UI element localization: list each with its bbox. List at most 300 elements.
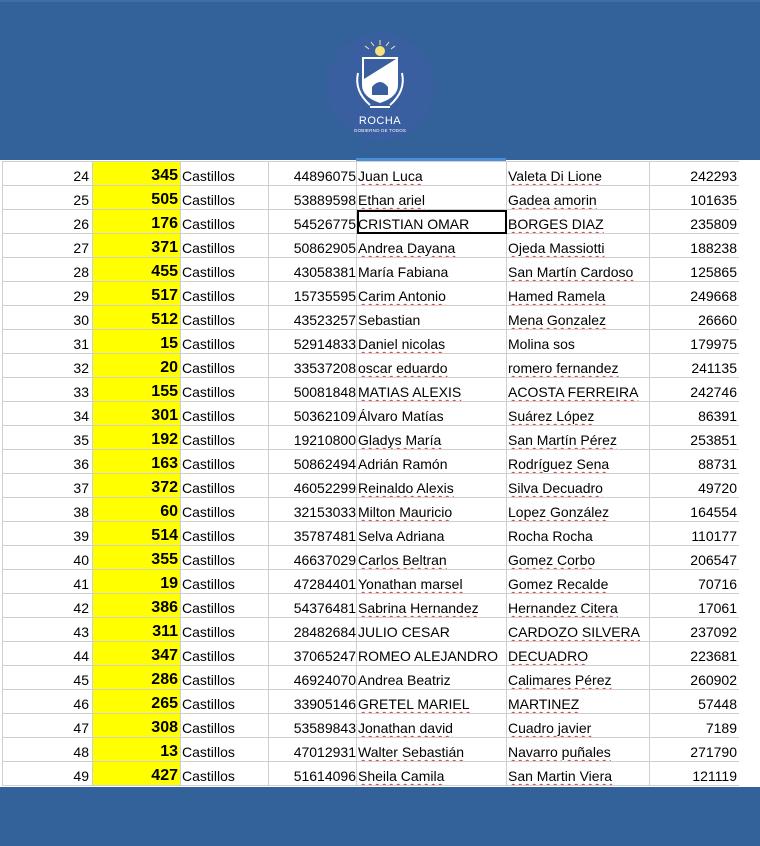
code-cell-text: 101635 [690,192,737,208]
city-cell-text: Castillos [182,192,235,208]
document-number-cell-text: 47284401 [293,576,356,592]
row-index-cell[interactable] [3,330,93,354]
code-cell-text: 88731 [698,456,737,472]
last-name-cell[interactable] [507,474,650,498]
highlighted-number-cell-text: 286 [151,671,178,688]
city-cell-text: Castillos [182,168,235,184]
first-name-cell-text: Adrián Ramón [358,456,448,472]
highlighted-number-cell-text: 345 [151,167,178,184]
city-cell[interactable] [181,714,269,738]
highlighted-number-cell[interactable] [93,522,181,546]
row-index-cell[interactable] [3,234,93,258]
code-cell[interactable] [650,618,740,642]
rocha-logo [326,33,434,141]
table-row [3,162,740,186]
row-index-cell[interactable] [3,378,93,402]
city-cell[interactable] [181,474,269,498]
first-name-cell[interactable] [357,282,507,306]
document-number-cell[interactable] [269,426,357,450]
last-name-cell[interactable] [507,666,650,690]
first-name-cell[interactable] [357,162,507,186]
row-index-cell-text: 37 [73,480,89,496]
code-cell[interactable] [650,498,740,522]
first-name-cell-text: Sebastian [358,312,421,328]
last-name-cell-text: Mena Gonzalez [508,312,607,328]
city-cell[interactable] [181,594,269,618]
first-name-cell-text: Ethan ariel [358,192,425,208]
code-cell[interactable] [650,282,740,306]
document-number-cell-text: 37065247 [293,648,356,664]
code-cell-text: 237092 [690,624,737,640]
last-name-cell-text: San Martin Viera [508,768,613,784]
last-name-cell[interactable] [507,330,650,354]
code-cell-text: 271790 [690,744,737,760]
code-cell-text: 121119 [692,768,737,784]
document-number-cell[interactable] [269,570,357,594]
first-name-cell[interactable] [357,258,507,282]
last-name-cell-text: Calimares Pérez [508,672,612,688]
highlighted-number-cell[interactable] [93,426,181,450]
table-row [3,210,740,234]
document-number-cell[interactable] [269,738,357,762]
city-cell-text: Castillos [182,216,235,232]
city-cell[interactable] [181,186,269,210]
document-number-cell[interactable] [269,498,357,522]
first-name-cell-text: Sheila Camila [358,768,445,784]
last-name-cell[interactable] [507,402,650,426]
code-cell[interactable] [650,258,740,282]
city-cell[interactable] [181,546,269,570]
last-name-cell[interactable] [507,186,650,210]
first-name-cell[interactable] [357,378,507,402]
highlighted-number-cell-text: 155 [151,383,178,400]
last-name-cell[interactable] [507,258,650,282]
document-number-cell[interactable] [269,186,357,210]
code-cell-text: 249668 [690,288,737,304]
document-number-cell[interactable] [269,282,357,306]
code-cell[interactable] [650,186,740,210]
highlighted-number-cell[interactable] [93,282,181,306]
row-index-cell[interactable] [3,210,93,234]
document-number-cell[interactable] [269,306,357,330]
first-name-cell-text: JULIO CESAR [358,624,450,640]
highlighted-number-cell-text: 355 [151,551,178,568]
row-index-cell[interactable] [3,354,93,378]
highlighted-number-cell[interactable] [93,642,181,666]
row-index-cell-text: 49 [73,768,89,784]
row-index-cell[interactable] [3,738,93,762]
document-number-cell[interactable] [269,618,357,642]
highlighted-number-cell[interactable] [93,762,181,786]
last-name-cell[interactable] [507,234,650,258]
table-row [3,450,740,474]
row-index-cell[interactable] [3,570,93,594]
city-cell[interactable] [181,642,269,666]
highlighted-number-cell[interactable] [93,210,181,234]
code-cell[interactable] [650,354,740,378]
city-cell[interactable] [181,234,269,258]
last-name-cell[interactable] [507,450,650,474]
last-name-cell-text: CARDOZO SILVERA [508,624,640,640]
highlighted-number-cell[interactable] [93,258,181,282]
last-name-cell[interactable] [507,378,650,402]
first-name-cell[interactable] [357,522,507,546]
first-name-cell-text: Álvaro Matías [358,408,444,424]
document-number-cell[interactable] [269,594,357,618]
row-index-cell[interactable] [3,546,93,570]
row-index-cell[interactable] [3,306,93,330]
row-index-cell[interactable] [3,618,93,642]
last-name-cell-text: Ojeda Massiotti [508,240,605,256]
last-name-cell-text: San Martín Cardoso [508,264,634,280]
document-number-cell-text: 50081848 [293,384,356,400]
last-name-cell[interactable] [507,162,650,186]
code-cell-text: 241135 [691,360,737,376]
highlighted-number-cell[interactable] [93,186,181,210]
code-cell-text: 49720 [698,480,737,496]
last-name-cell[interactable] [507,762,650,786]
city-cell[interactable] [181,306,269,330]
first-name-cell[interactable] [357,210,507,234]
first-name-cell-text: Gladys María [358,432,442,448]
highlighted-number-cell[interactable] [93,690,181,714]
code-cell[interactable] [650,426,740,450]
code-cell[interactable] [650,690,740,714]
row-index-cell[interactable] [3,162,93,186]
document-number-cell-text: 33537208 [293,360,356,376]
document-number-cell[interactable] [269,642,357,666]
row-index-cell[interactable] [3,690,93,714]
first-name-cell-text: Juan Luca [358,168,423,184]
code-cell[interactable] [650,162,740,186]
document-number-cell-text: 54376481 [293,600,356,616]
city-cell[interactable] [181,570,269,594]
first-name-cell[interactable] [357,306,507,330]
row-index-cell[interactable] [3,762,93,786]
highlighted-number-cell[interactable] [93,450,181,474]
document-number-cell[interactable] [269,402,357,426]
code-cell[interactable] [650,738,740,762]
code-cell[interactable] [650,594,740,618]
highlighted-number-cell-text: 372 [151,479,178,496]
first-name-cell[interactable] [357,426,507,450]
last-name-cell-text: Hernandez Citera [508,600,618,616]
highlighted-number-cell[interactable] [93,378,181,402]
last-name-cell-text: Rocha Rocha [508,528,593,544]
code-cell-text: 57448 [698,696,737,712]
code-cell-text: 206547 [690,552,737,568]
last-name-cell[interactable] [507,714,650,738]
code-cell[interactable] [650,666,740,690]
document-number-cell-text: 43058381 [293,264,356,280]
first-name-cell[interactable] [357,738,507,762]
city-cell[interactable] [181,330,269,354]
first-name-cell[interactable] [357,498,507,522]
last-name-cell-text: MARTINEZ [508,696,580,712]
document-number-cell[interactable] [269,330,357,354]
first-name-cell-text: Selva Adriana [358,528,445,544]
document-number-cell[interactable] [269,714,357,738]
highlighted-number-cell[interactable] [93,162,181,186]
city-cell[interactable] [181,210,269,234]
city-cell-text: Castillos [182,600,235,616]
last-name-cell-text: Gadea amorin [508,192,597,208]
city-cell-text: Castillos [182,768,235,784]
highlighted-number-cell[interactable] [93,498,181,522]
table-row [3,690,740,714]
highlighted-number-cell[interactable] [93,738,181,762]
row-index-cell-text: 41 [73,576,89,592]
code-cell-text: 110177 [691,528,737,544]
row-index-cell[interactable] [3,666,93,690]
code-cell[interactable] [650,474,740,498]
highlighted-number-cell-text: 20 [160,359,178,376]
highlighted-number-cell-text: 427 [151,767,178,784]
row-index-cell-text: 31 [73,336,89,352]
table-row [3,498,740,522]
code-cell[interactable] [650,714,740,738]
row-index-cell[interactable] [3,714,93,738]
city-cell-text: Castillos [182,384,235,400]
city-cell-text: Castillos [182,240,235,256]
highlighted-number-cell[interactable] [93,306,181,330]
header-band [0,0,760,160]
document-number-cell[interactable] [269,762,357,786]
city-cell-text: Castillos [182,288,235,304]
row-index-cell-text: 42 [73,600,89,616]
last-name-cell[interactable] [507,546,650,570]
highlighted-number-cell[interactable] [93,570,181,594]
table-row [3,522,740,546]
city-cell-text: Castillos [182,480,235,496]
code-cell-text: 70716 [698,576,737,592]
document-number-cell-text: 32153033 [293,504,356,520]
city-cell[interactable] [181,162,269,186]
row-index-cell-text: 27 [73,240,89,256]
table-row [3,714,740,738]
table-row [3,186,740,210]
document-number-cell[interactable] [269,258,357,282]
row-index-cell-text: 44 [73,648,89,664]
city-cell[interactable] [181,426,269,450]
highlighted-number-cell-text: 19 [160,575,178,592]
row-index-cell-text: 45 [73,672,89,688]
city-cell-text: Castillos [182,552,235,568]
row-index-cell[interactable] [3,594,93,618]
code-cell[interactable] [650,570,740,594]
city-cell[interactable] [181,738,269,762]
last-name-cell[interactable] [507,498,650,522]
logo-title: ROCHA [358,115,402,127]
sheet-right-margin [739,161,760,787]
first-name-cell-text: María Fabiana [358,264,449,280]
last-name-cell[interactable] [507,282,650,306]
spreadsheet-grid [2,161,740,786]
highlighted-number-cell[interactable] [93,474,181,498]
first-name-cell[interactable] [357,762,507,786]
first-name-cell[interactable] [357,186,507,210]
last-name-cell[interactable] [507,210,650,234]
city-cell[interactable] [181,666,269,690]
highlighted-number-cell-text: 455 [151,263,178,280]
code-cell-text: 235809 [690,216,737,232]
last-name-cell[interactable] [507,306,650,330]
last-name-cell[interactable] [507,354,650,378]
row-index-cell-text: 43 [73,624,89,640]
last-name-cell-text: Navarro puñales [508,744,611,760]
last-name-cell[interactable] [507,642,650,666]
city-cell[interactable] [181,258,269,282]
last-name-cell-text: Gomez Recalde [508,576,609,592]
highlighted-number-cell[interactable] [93,354,181,378]
city-cell[interactable] [181,690,269,714]
document-number-cell-text: 54526775 [293,216,356,232]
city-cell-text: Castillos [182,408,235,424]
highlighted-number-cell[interactable] [93,546,181,570]
city-cell-text: Castillos [182,336,235,352]
city-cell[interactable] [181,450,269,474]
document-number-cell-text: 50362109 [293,408,356,424]
document-number-cell[interactable] [269,546,357,570]
code-cell-text: 179975 [690,336,737,352]
code-cell-text: 125865 [690,264,737,280]
highlighted-number-cell-text: 514 [151,527,178,544]
row-index-cell[interactable] [3,450,93,474]
highlighted-number-cell[interactable] [93,594,181,618]
city-cell[interactable] [181,282,269,306]
highlighted-number-cell[interactable] [93,714,181,738]
code-cell[interactable] [650,522,740,546]
first-name-cell[interactable] [357,642,507,666]
document-number-cell[interactable] [269,354,357,378]
document-number-cell-text: 52914833 [293,336,356,352]
document-number-cell-text: 50862494 [293,456,356,472]
first-name-cell[interactable] [357,570,507,594]
code-cell[interactable] [650,378,740,402]
highlighted-number-cell[interactable] [93,330,181,354]
code-cell[interactable] [650,642,740,666]
document-number-cell-text: 50862905 [293,240,356,256]
document-number-cell[interactable] [269,378,357,402]
row-index-cell[interactable] [3,282,93,306]
document-number-cell[interactable] [269,162,357,186]
city-cell-text: Castillos [182,360,235,376]
code-cell[interactable] [650,450,740,474]
last-name-cell[interactable] [507,570,650,594]
first-name-cell-text: Reinaldo Alexis [358,480,454,496]
row-index-cell[interactable] [3,402,93,426]
first-name-cell[interactable] [357,450,507,474]
first-name-cell-text: Carlos Beltran [358,552,447,568]
table-row [3,762,740,786]
code-cell[interactable] [650,330,740,354]
document-number-cell[interactable] [269,690,357,714]
first-name-cell[interactable] [357,690,507,714]
code-cell[interactable] [650,234,740,258]
city-cell[interactable] [181,522,269,546]
first-name-cell[interactable] [357,618,507,642]
row-index-cell-text: 29 [73,288,89,304]
first-name-cell[interactable] [357,666,507,690]
last-name-cell[interactable] [507,618,650,642]
code-cell-text: 86391 [698,408,737,424]
code-cell-text: 223681 [690,648,737,664]
code-cell[interactable] [650,306,740,330]
city-cell[interactable] [181,354,269,378]
highlighted-number-cell-text: 386 [151,599,178,616]
row-index-cell[interactable] [3,186,93,210]
code-cell-text: 253851 [690,432,737,448]
highlighted-number-cell[interactable] [93,234,181,258]
city-cell-text: Castillos [182,432,235,448]
row-index-cell-text: 24 [73,168,89,184]
document-number-cell[interactable] [269,210,357,234]
last-name-cell[interactable] [507,738,650,762]
city-cell-text: Castillos [182,456,235,472]
first-name-cell[interactable] [357,234,507,258]
row-index-cell[interactable] [3,522,93,546]
highlighted-number-cell-text: 192 [151,431,178,448]
highlighted-number-cell[interactable] [93,618,181,642]
code-cell[interactable] [650,546,740,570]
last-name-cell[interactable] [507,690,650,714]
table-row [3,330,740,354]
row-index-cell-text: 35 [73,432,89,448]
document-number-cell[interactable] [269,666,357,690]
row-index-cell[interactable] [3,498,93,522]
highlighted-number-cell-text: 347 [151,647,178,664]
last-name-cell[interactable] [507,426,650,450]
first-name-cell[interactable] [357,714,507,738]
table-row [3,642,740,666]
last-name-cell[interactable] [507,522,650,546]
first-name-cell[interactable] [357,330,507,354]
document-number-cell[interactable] [269,234,357,258]
first-name-cell[interactable] [357,546,507,570]
city-cell-text: Castillos [182,576,235,592]
city-cell[interactable] [181,762,269,786]
document-number-cell[interactable] [269,522,357,546]
row-index-cell-text: 25 [73,192,89,208]
first-name-cell-text: Daniel nicolas [358,336,446,352]
first-name-cell[interactable] [357,354,507,378]
row-index-cell[interactable] [3,474,93,498]
document-number-cell[interactable] [269,450,357,474]
row-index-cell-text: 34 [73,408,89,424]
code-cell[interactable] [650,402,740,426]
city-cell-text: Castillos [182,672,235,688]
row-index-cell[interactable] [3,642,93,666]
highlighted-number-cell[interactable] [93,402,181,426]
first-name-cell[interactable] [357,402,507,426]
document-number-cell-text: 46924070 [293,672,356,688]
city-cell[interactable] [181,618,269,642]
city-cell[interactable] [181,402,269,426]
code-cell[interactable] [650,210,740,234]
first-name-cell[interactable] [357,594,507,618]
highlighted-number-cell[interactable] [93,666,181,690]
first-name-cell[interactable] [357,474,507,498]
city-cell[interactable] [181,498,269,522]
row-index-cell-text: 32 [73,360,89,376]
document-number-cell[interactable] [269,474,357,498]
row-index-cell[interactable] [3,426,93,450]
last-name-cell[interactable] [507,594,650,618]
code-cell-text: 242293 [690,168,737,184]
row-index-cell[interactable] [3,258,93,282]
code-cell[interactable] [650,762,740,786]
city-cell[interactable] [181,378,269,402]
